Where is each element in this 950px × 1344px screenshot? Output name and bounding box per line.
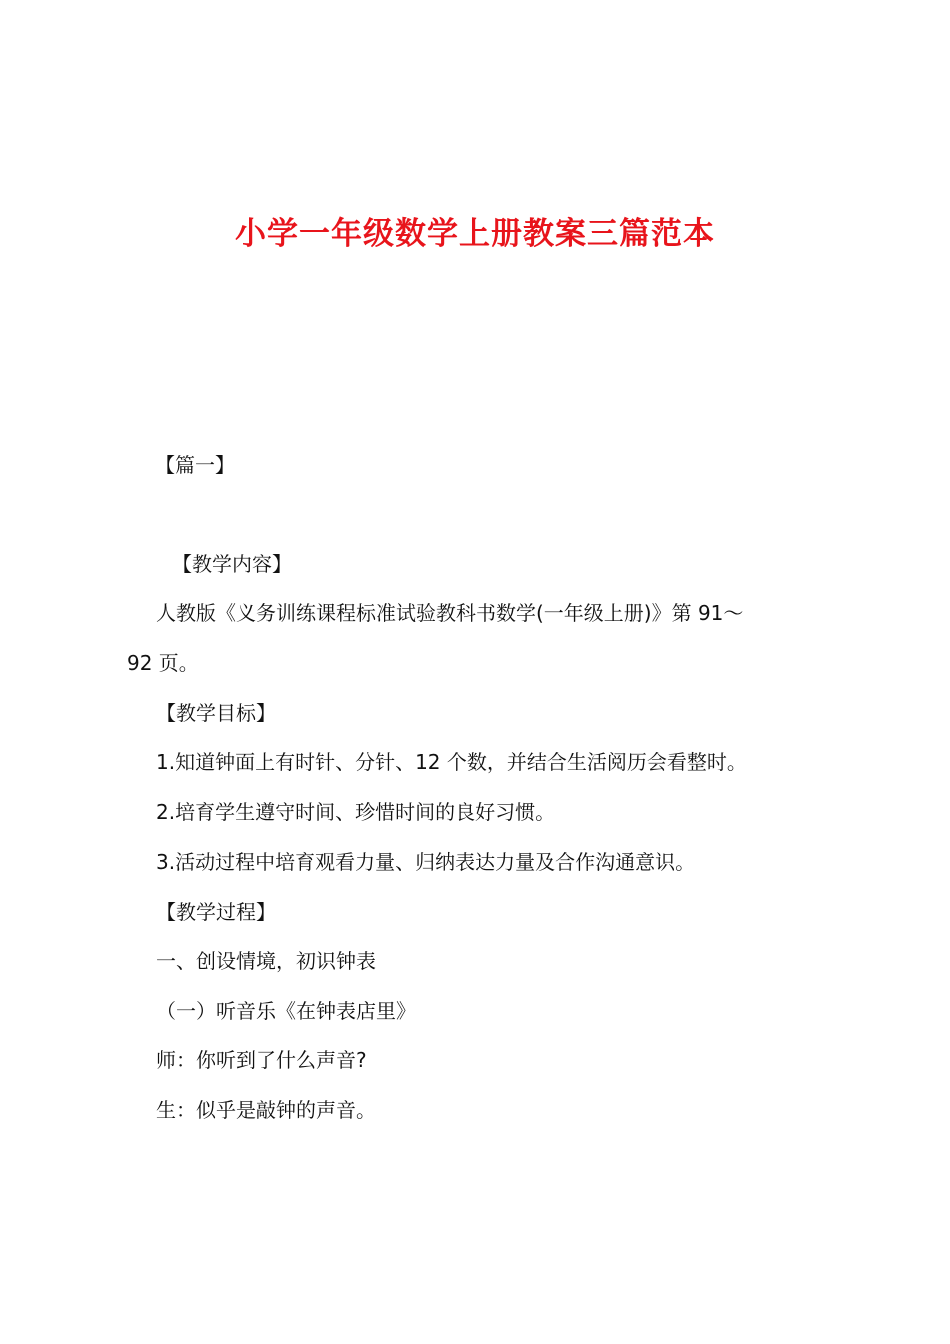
process-item: 生：似乎是敲钟的声音。 <box>156 1098 376 1122</box>
content-text-line-2: 92 页。 <box>127 651 199 675</box>
process-item: （一）听音乐《在钟表店里》 <box>156 999 416 1023</box>
process-heading: 【教学过程】 <box>156 900 276 924</box>
process-item: 师：你听到了什么声音? <box>156 1048 367 1072</box>
goals-heading: 【教学目标】 <box>156 701 276 725</box>
content-heading: 【教学内容】 <box>172 552 292 576</box>
goal-item: 3.活动过程中培育观看力量、归纳表达力量及合作沟通意识。 <box>156 850 696 874</box>
goal-item: 1.知道钟面上有时针、分针、12 个数，并结合生活阅历会看整时。 <box>156 750 747 774</box>
process-item: 一、创设情境，初识钟表 <box>156 949 376 973</box>
section-heading: 【篇一】 <box>155 453 235 477</box>
goal-item: 2.培育学生遵守时间、珍惜时间的良好习惯。 <box>156 800 556 824</box>
document-title: 小学一年级数学上册教案三篇范本 <box>235 216 715 252</box>
content-text-line-1: 人教版《义务训练课程标准试验教科书数学(一年级上册)》第 91～ <box>156 601 744 625</box>
